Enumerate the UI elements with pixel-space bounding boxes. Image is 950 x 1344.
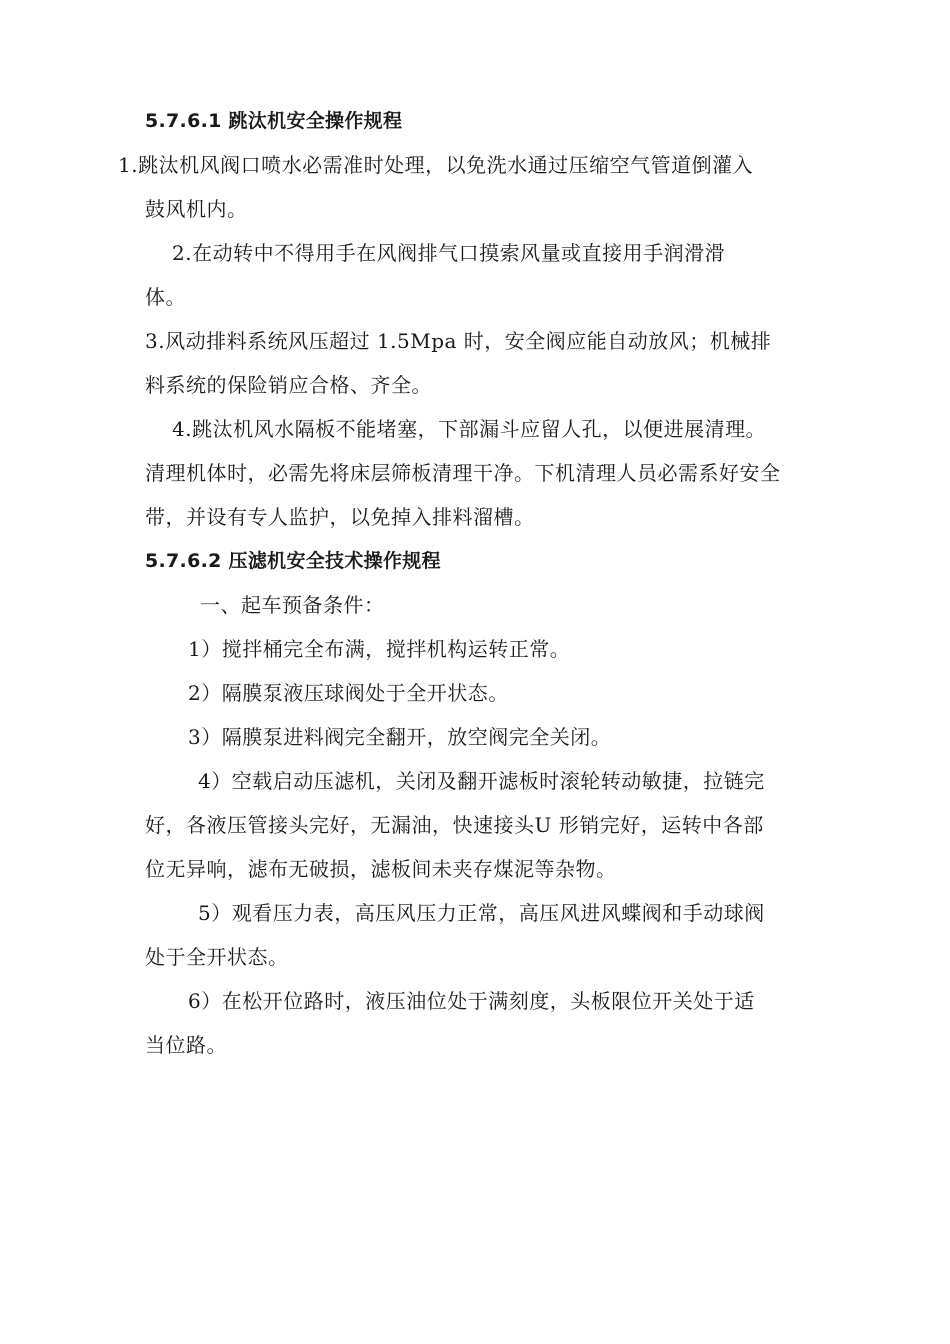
item-3-line-2: 料系统的保险销应合格、齐全。 [145,373,432,397]
item-1-line-2: 鼓风机内。 [145,197,248,221]
step-1-line-1: 1）搅拌桶完全布满，搅拌机构运转正常。 [188,637,571,661]
step-5-line-1: 5）观看压力表，高压风压力正常，高压风进风蝶阀和手动球阀 [198,901,765,925]
section-heading-2: 5.7.6.2 压滤机安全技术操作规程 [145,550,441,572]
section-heading-1: 5.7.6.1 跳汰机安全操作规程 [145,110,403,132]
step-5-line-2: 处于全开状态。 [145,945,289,969]
step-6-line-1: 6）在松开位路时，液压油位处于满刻度，头板限位开关处于适 [188,989,755,1013]
step-6-line-2: 当位路。 [145,1033,227,1057]
item-2-line-2: 体。 [145,285,186,309]
step-4-line-2: 好，各液压管接头完好，无漏油，快速接头U 形销完好，运转中各部 [145,813,764,837]
item-3-line-1: 3.风动排料系统风压超过 1.5Mpa 时，安全阀应能自动放风；机械排 [145,329,772,353]
item-4-line-2: 清理机体时，必需先将床层筛板清理干净。下机清理人员必需系好安全 [145,461,781,485]
step-2-line-1: 2）隔膜泵液压球阀处于全开状态。 [188,681,509,705]
item-1-line-1: 1.跳汰机风阀口喷水必需准时处理，以免洗水通过压缩空气管道倒灌入 [118,153,754,177]
step-4-line-1: 4）空载启动压滤机，关闭及翻开滤板时滚轮转动敏捷，拉链完 [198,769,765,793]
item-4-line-1: 4.跳汰机风水隔板不能堵塞，下部漏斗应留人孔，以便进展清理。 [172,417,767,441]
item-2-line-1: 2.在动转中不得用手在风阀排气口摸索风量或直接用手润滑滑 [172,241,726,265]
step-4-line-3: 位无异响，滤布无破损，滤板间未夹存煤泥等杂物。 [145,857,617,881]
step-3-line-1: 3）隔膜泵进料阀完全翻开，放空阀完全关闭。 [188,725,612,749]
item-4-line-3: 带，并设有专人监护，以免掉入排料溜槽。 [145,505,535,529]
subheading-startup-conditions: 一、起车预备条件： [200,593,385,617]
